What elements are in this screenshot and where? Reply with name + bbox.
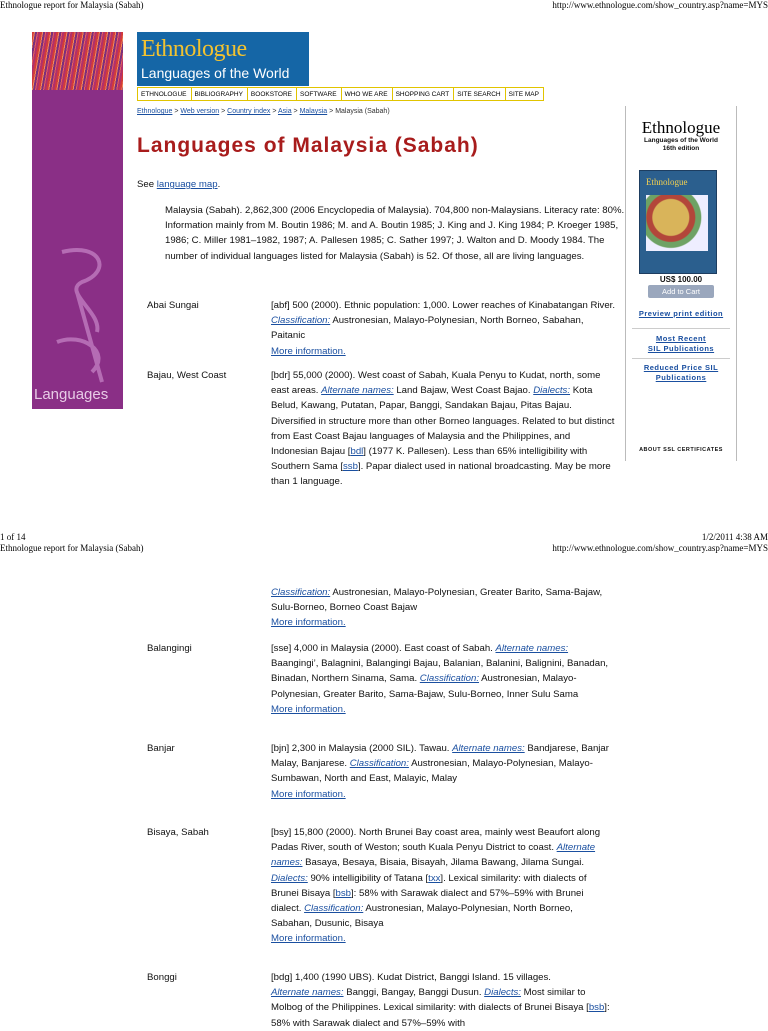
nav-site-search[interactable]: SITE SEARCH	[454, 87, 505, 101]
classification-text: Austronesian, Malayo-Polynesian, Greater Barito, Sama-Bajaw, Sulu-Borneo, Inner Sulu Sama	[271, 673, 579, 700]
threads-decoration	[32, 32, 123, 90]
dialects-text: 90% intelligibility of Tatana [	[307, 872, 429, 884]
classification-text: Austronesian, Malayo-Polynesian, Greater Barito, Sama-Bajaw, Sulu-Borneo, Borneo Coast Bajaw	[271, 587, 603, 614]
breadcrumb-sep: >	[219, 108, 228, 115]
alternate-names-link[interactable]: Alternate names:	[321, 385, 394, 397]
ssl-certificates-link[interactable]: ABOUT SSL CERTIFICATES	[639, 447, 723, 453]
book-cover-image[interactable]	[639, 170, 717, 274]
entry-banjar	[271, 741, 616, 802]
alternate-names-text: Land Bajaw, West Coast Bajao.	[393, 385, 531, 397]
ethnologue-logo[interactable]	[137, 32, 309, 86]
recent-line1: Most Recent	[655, 334, 707, 343]
more-information-link[interactable]: More information.	[271, 703, 346, 715]
alternate-names-text: Banggi, Bangay, Banggi Dusun.	[343, 987, 485, 999]
divider	[632, 358, 730, 359]
nav-bibliography[interactable]: BIBLIOGRAPHY	[192, 87, 248, 101]
breadcrumb-sep: >	[270, 108, 278, 115]
print-header-title: Ethnologue report for Malaysia (Sabah)	[0, 0, 144, 10]
entry-text: ] (1977 K. Pallesen). Less than 65% intelligibility with Southern Sama [	[271, 446, 588, 473]
language-name-balangingi: Balangingi	[147, 643, 192, 654]
more-information-link[interactable]: More information.	[271, 617, 346, 629]
languages-label: Languages	[34, 386, 109, 403]
add-to-cart-button[interactable]: Add to Cart	[648, 285, 714, 298]
breadcrumb-current: Malaysia (Sabah)	[335, 108, 390, 115]
see-suffix: .	[217, 179, 221, 190]
language-name-bajau-west-coast: Bajau, West Coast	[147, 370, 227, 381]
nav-software[interactable]: SOFTWARE	[297, 87, 342, 101]
breadcrumb-asia[interactable]: Asia	[277, 108, 292, 115]
nav-bookstore[interactable]: BOOKSTORE	[248, 87, 297, 101]
print-header-url: http://www.ethnologue.com/show_country.asp?name=MYS	[552, 543, 768, 553]
print-header-title: Ethnologue report for Malaysia (Sabah)	[0, 543, 144, 553]
print-timestamp: 1/2/2011 4:38 AM	[701, 532, 768, 542]
preview-print-edition-link[interactable]: Preview print edition	[638, 309, 724, 318]
nav-ethnologue[interactable]: ETHNOLOGUE	[137, 87, 192, 101]
alternate-names-link[interactable]: Alternate names:	[452, 743, 525, 754]
most-recent-link[interactable]	[626, 334, 736, 354]
alternate-names-text: Bandjarese, Banjar Malay, Banjarese.	[271, 743, 609, 770]
ad-logo: Ethnologue	[641, 118, 721, 137]
classification-link[interactable]: Classification:	[271, 315, 331, 327]
entry-text: [bdg] 1,400 (1990 UBS). Kudat District, Banggi Island. 15 villages.	[271, 972, 551, 983]
ethnologue-book-ad	[625, 106, 737, 461]
alternate-names-text: Baangingi’, Balagnini, Balangingi Bajau, Balanian, Balanini, Balignini, Banadan, Binadan, Northern Sinama, Sama.	[271, 658, 609, 685]
classification-text: Austronesian, Malayo-Polynesian, Malayo-Sumbawan, North and East, Malayic, Malay	[271, 758, 593, 785]
dialects-link[interactable]: Dialects:	[271, 872, 308, 884]
recent-line2: SIL Publications	[647, 344, 715, 353]
dialects-link[interactable]: Dialects:	[484, 987, 521, 999]
classification-link[interactable]: Classification:	[271, 587, 331, 598]
code-link-txx[interactable]: txx	[428, 872, 441, 884]
ad-sub2: 16th edition	[662, 145, 700, 152]
more-information-link[interactable]: More information.	[271, 788, 346, 800]
entry-abai-sungai	[271, 298, 616, 359]
page-title: Languages of Malaysia (Sabah)	[137, 134, 479, 157]
classification-link[interactable]: Classification:	[304, 903, 364, 915]
classification-link[interactable]: Classification:	[419, 673, 479, 685]
top-nav	[137, 87, 544, 101]
breadcrumb-malaysia[interactable]: Malaysia	[299, 108, 328, 115]
entry-text: [bsy] 15,800 (2000). North Brunei Bay coast area, mainly west Beaufort along Padas River, south of Weston; south Kuala Penyu District to coast.	[271, 827, 601, 854]
logo-subtitle: Languages of the World	[141, 65, 290, 81]
entry-bajau-continued	[271, 585, 616, 631]
ad-sub1: Languages of the World	[644, 137, 718, 144]
entry-bajau-west-coast	[271, 368, 616, 490]
book-title: Ethnologue	[646, 177, 688, 187]
classification-text: Austronesian, Malayo-Polynesian, North Borneo, Sabahan, Dusunic, Bisaya	[271, 903, 573, 930]
print-header-url: http://www.ethnologue.com/show_country.asp?name=MYS	[552, 0, 768, 10]
language-name-abai-sungai: Abai Sungai	[147, 300, 199, 311]
nav-shopping-cart[interactable]: SHOPPING CART	[393, 87, 455, 101]
entry-text: ]: 58% with Sarawak dialect and 57%–59% with Brunei dialect.	[271, 887, 584, 915]
breadcrumb-sep: >	[172, 108, 181, 115]
entry-text: [bdr] 55,000 (2000). West coast of Sabah, Kuala Penyu to Kudat, north, some east areas.	[271, 370, 601, 397]
side-banner-image	[32, 32, 123, 409]
classification-text: Austronesian, Malayo-Polynesian, North Borneo, Sabahan, Paitanic	[271, 315, 584, 342]
breadcrumb-sep: >	[291, 108, 300, 115]
logo-title: Ethnologue	[141, 36, 247, 62]
entry-bonggi	[271, 970, 616, 1031]
alternate-names-link[interactable]: Alternate names:	[495, 643, 569, 654]
page-number: 1 of 14	[0, 532, 26, 542]
code-link-ssb[interactable]: ssb	[343, 461, 358, 473]
book-map-image	[646, 195, 708, 251]
divider	[632, 328, 730, 329]
code-link-bsb[interactable]: bsb	[588, 1002, 605, 1014]
entry-bisaya-sabah	[271, 825, 616, 947]
language-name-banjar: Banjar	[147, 743, 175, 754]
ad-subtitle	[626, 137, 736, 153]
entry-text: ]. Papar dialect used in national broadcasting. May be more than 1 language.	[271, 461, 611, 488]
breadcrumb-country-index[interactable]: Country index	[227, 108, 271, 115]
breadcrumb	[137, 108, 390, 115]
breadcrumb-ethnologue[interactable]: Ethnologue	[137, 108, 173, 115]
breadcrumb-sep: >	[327, 108, 336, 115]
classification-link[interactable]: Classification:	[349, 758, 409, 770]
entry-balangingi	[271, 641, 616, 717]
language-map-link[interactable]: language map	[156, 179, 218, 190]
alternate-names-link[interactable]: Alternate names:	[271, 987, 344, 999]
language-name-bisaya-sabah: Bisaya, Sabah	[147, 827, 209, 838]
country-summary: Malaysia (Sabah). 2,862,300 (2006 Encyclopedia of Malaysia). 704,800 non-Malaysians. Literacy rate: 80%. Information mainly from M. Boutin 1986; M. and A. Boutin 1985; J. King and J. King 1984; P. Kroeger 1985, 1986; C. Miller 1981–1982, 1987; A. Pallesen 1985; C. Sather 1997; J. Walton and D. Moody 1984. The number of individual languages listed for Malaysia (Sabah) is 52. Of those, all are living languages.	[165, 205, 625, 262]
entry-text: [bjn] 2,300 in Malaysia (2000 SIL). Tawau.	[271, 743, 453, 754]
reduced-line1: Reduced Price SIL	[643, 363, 719, 372]
more-information-link[interactable]: More information.	[271, 933, 346, 945]
dialects-link[interactable]: Dialects:	[533, 385, 571, 397]
language-name-bonggi: Bonggi	[147, 972, 177, 983]
dialects-text: Kota Belud, Kawang, Putatan, Papar, Banggi, Sandakan Bajau, Pitas Bajau. Diversified in structure more than other Borneo languages. Related to but distinct from East Coast Bajau languages of Malaysia and the Philippines, and Indonesian Bajau [	[271, 385, 615, 458]
nav-site-map[interactable]: SITE MAP	[506, 87, 544, 101]
see-prefix: See	[137, 179, 157, 190]
reduced-line2: Publications	[655, 373, 707, 382]
entry-text: [abf] 500 (2000). Ethnic population: 1,000. Lower reaches of Kinabatangan River.	[271, 300, 616, 311]
alternate-names-text: Basaya, Besaya, Bisaia, Bisayah, Jilama Bawang, Jilama Sungai.	[302, 857, 585, 869]
reduced-price-link[interactable]	[626, 363, 736, 383]
script-glyph-decoration	[42, 232, 117, 392]
entry-text: [sse] 4,000 in Malaysia (2000). East coast of Sabah.	[271, 643, 496, 654]
entry-text: ]. Lexical similarity: with dialects of Brunei Bisaya [	[271, 872, 587, 899]
see-map-line	[137, 177, 220, 192]
code-link-bsb[interactable]: bsb	[335, 887, 351, 899]
more-information-link[interactable]: More information.	[271, 345, 346, 357]
code-link-bdl[interactable]: bdl	[350, 446, 364, 458]
breadcrumb-web-version[interactable]: Web version	[180, 108, 220, 115]
book-price: US$ 100.00	[659, 275, 703, 284]
alternate-names-link[interactable]: Alternate names:	[271, 842, 596, 869]
dialects-text: Most similar to Molbog of the Philippines. Lexical similarity: with dialects of Brunei Bisaya [	[271, 987, 589, 1014]
nav-who-we-are[interactable]: WHO WE ARE	[342, 87, 393, 101]
entry-text: ]: 58% with Sarawak dialect and 57%–59% with	[271, 1002, 610, 1029]
